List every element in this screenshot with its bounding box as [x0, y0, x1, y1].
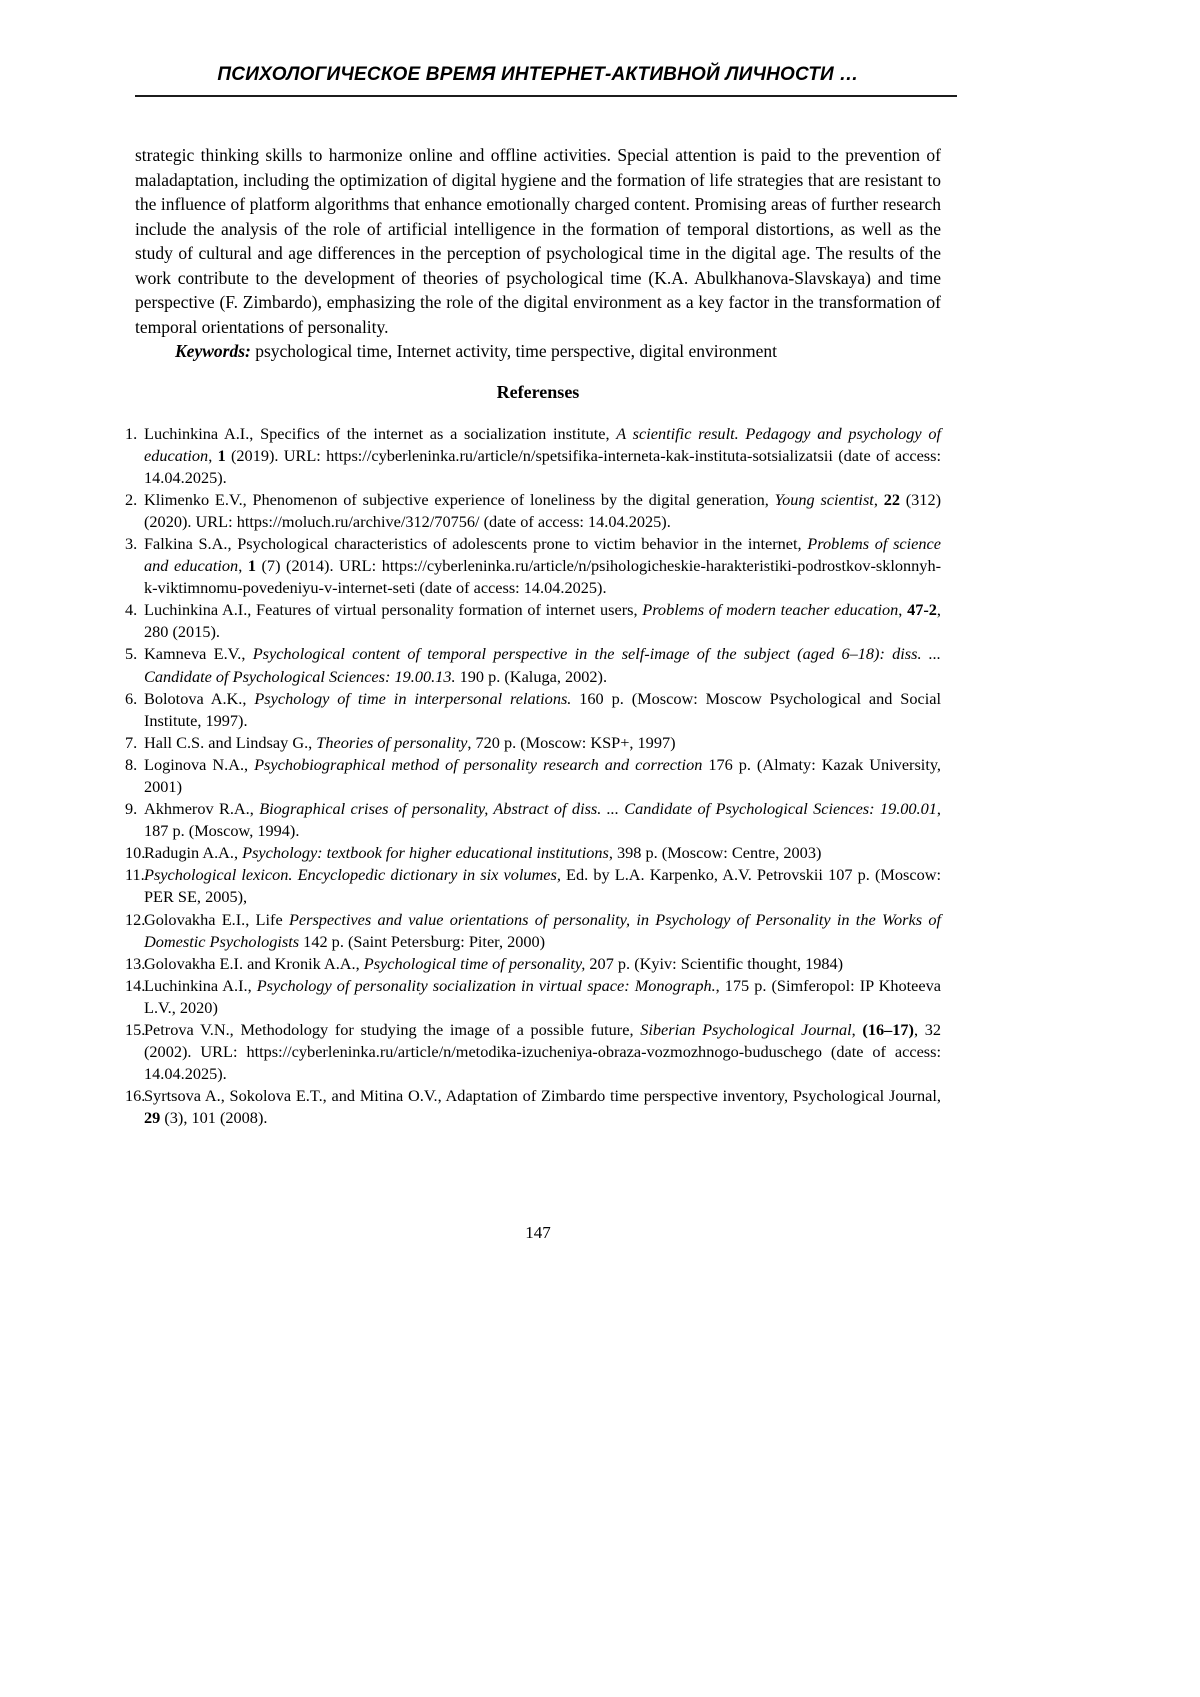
reference-item — [125, 864, 941, 908]
page-footer — [135, 1222, 941, 1244]
reference-text-segment: , 32 (2002). URL: https://cyberleninka.ru/article/n/metodika-izucheniya-obraza-vozmozhnogo-buduschego (date of access: 14.04.2025). — [144, 1020, 942, 1084]
reference-text-segment: Luchinkina A.I., — [144, 975, 257, 995]
reference-text-segment: Psychology of personality socialization in virtual space: Monograph. — [256, 975, 716, 995]
reference-item — [125, 975, 941, 1019]
reference-text-segment: A scientific result. Pedagogy and psychology of education — [144, 423, 941, 465]
reference-number: 8. — [125, 754, 138, 774]
reference-item — [125, 842, 941, 864]
reference-text-segment: Golovakha E.I., Life — [144, 909, 289, 929]
reference-text-segment: Psychology of time in interpersonal relations. — [254, 688, 572, 708]
reference-text-segment: Golovakha E.I. and Kronik A.A., — [144, 953, 364, 973]
reference-number: 3. — [125, 533, 138, 553]
text-column — [125, 0, 942, 1244]
reference-number: 9. — [125, 799, 138, 819]
keywords-paragraph — [135, 339, 941, 364]
reference-text-segment: Theories of personality — [316, 732, 468, 752]
header-divider — [135, 95, 957, 97]
reference-text-segment: Psychology: textbook for higher educational institutions — [242, 843, 609, 863]
reference-text-segment: , 280 (2015). — [144, 600, 941, 642]
reference-item — [125, 754, 941, 798]
reference-text-segment: (312) (2020). URL: https://moluch.ru/archive/312/70756/ (date of access: 14.04.2025). — [144, 489, 942, 531]
reference-item — [125, 798, 941, 842]
keywords-label: Keywords: — [175, 341, 251, 361]
reference-text-segment: Klimenko E.V., Phenomenon of subjective experience of loneliness by the digital generation, — [144, 489, 775, 509]
reference-text-segment: Falkina S.A., Psychological characteristics of adolescents prone to victim behavior in the internet, — [144, 533, 808, 553]
reference-text-segment: Psychological content of temporal perspective in the self-image of the subject (aged 6–18): diss. ... Candidate of Psychological Sciences: 19.00.13. — [144, 644, 941, 686]
reference-text-segment: Perspectives and value orientations of personality, in Psychology of Personality in the Works of Domestic Psychologists — [144, 909, 941, 951]
abstract-paragraph: strategic thinking skills to harmonize online and offline activities. Special attention is paid to the prevention of maladaptation, including the optimization of digital hygiene and the formation of life strategies that are resistant to the influence of platform algorithms that enhance emotionally charged content. Promising areas of further research include the analysis of the role of artificial intelligence in the formation of temporal distortions, as well as the study of cultural and age differences in the perception of psychological time in the digital age. The results of the work contribute to the development of theories of psychological time (K.A. Abulkhanova-Slavskaya) and time perspective (F. Zimbardo), emphasizing the role of the digital environment as a key factor in the transformation of temporal orientations of personality. — [135, 145, 941, 337]
page-header — [135, 0, 941, 97]
reference-item — [125, 599, 941, 643]
reference-text-segment: Ed. by L.A. Karpenko, A.V. Petrovskii 107 p. (Moscow: PER SE, 2005), — [144, 865, 942, 907]
reference-number: 15. — [125, 1020, 146, 1040]
reference-text-segment: Psychological time of personality, — [363, 953, 586, 973]
reference-text-segment: Young scientist — [774, 489, 874, 509]
reference-text-segment: Psychological lexicon. Encyclopedic dictionary in six volumes, — [144, 865, 561, 885]
reference-text-segment: Luchinkina A.I., Specifics of the internet as a socialization institute, — [144, 423, 617, 443]
reference-text-segment: , — [208, 445, 218, 465]
reference-text-segment: Syrtsova A., Sokolova E.T., and Mitina O.V., Adaptation of Zimbardo time perspective inventory, Psychological Journal, — [144, 1086, 941, 1106]
reference-item — [125, 732, 941, 754]
reference-text-segment: 29 — [144, 1108, 161, 1128]
reference-text-segment: 22 — [883, 489, 900, 509]
reference-text-segment: 1 — [217, 445, 226, 465]
reference-text-segment: 176 p. (Almaty: Kazak University, 2001) — [144, 754, 941, 796]
reference-text-segment: Siberian Psychological Journal — [640, 1020, 852, 1040]
reference-text-segment: , 720 p. (Moscow: KSP+, 1997) — [467, 732, 676, 752]
reference-item — [125, 953, 941, 975]
reference-text-segment: , 398 p. (Moscow: Centre, 2003) — [608, 843, 822, 863]
reference-item — [125, 489, 941, 533]
reference-text-segment: Akhmerov R.A., — [144, 799, 260, 819]
reference-text-segment: , — [898, 600, 908, 620]
reference-number: 10. — [125, 843, 146, 863]
running-header-title: ПСИХОЛОГИЧЕСКОЕ ВРЕМЯ ИНТЕРНЕТ-АКТИВНОЙ ЛИЧНОСТИ … — [217, 64, 859, 85]
reference-text-segment: Luchinkina A.I., Features of virtual personality formation of internet users, — [144, 600, 643, 620]
reference-text-segment: 190 p. (Kaluga, 2002). — [455, 666, 608, 686]
reference-text-segment: 207 p. (Kyiv: Scientific thought, 1984) — [585, 953, 844, 973]
page-number: 147 — [525, 1222, 551, 1242]
reference-text-segment: (2019). URL: https://cyberleninka.ru/article/n/spetsifika-interneta-kak-instituta-sotsializatsii (date of access: 14.04.2025). — [144, 445, 942, 487]
reference-text-segment: , 175 p. (Simferopol: IP Khoteeva L.V., 2020) — [144, 975, 942, 1017]
reference-item — [125, 643, 941, 687]
reference-number: 1. — [125, 423, 138, 443]
reference-item — [125, 1085, 941, 1129]
reference-text-segment: , 187 p. (Moscow, 1994). — [144, 799, 941, 841]
reference-text-segment: Hall C.S. and Lindsay G., — [144, 732, 317, 752]
reference-text-segment: Problems of modern teacher education — [642, 600, 899, 620]
keywords-text: psychological time, Internet activity, time perspective, digital environment — [255, 341, 777, 361]
reference-text-segment: 1 — [247, 556, 256, 576]
reference-text-segment: Petrova V.N., Methodology for studying the image of a possible future, — [144, 1020, 641, 1040]
reference-text-segment: Psychobiographical method of personality research and correction — [254, 754, 703, 774]
reference-text-segment: , — [238, 556, 248, 576]
reference-number: 6. — [125, 688, 138, 708]
reference-number: 5. — [125, 644, 138, 664]
reference-number: 16. — [125, 1086, 146, 1106]
references-list — [125, 423, 941, 1130]
reference-text-segment: (3), 101 (2008). — [160, 1108, 268, 1128]
reference-text-segment: (16–17) — [862, 1020, 914, 1040]
reference-text-segment: (7) (2014). URL: https://cyberleninka.ru/article/n/psihologicheskie-harakteristiki-podrostkov-sklonnyh-k-viktimnomu-povedeniyu-v-internet-seti (date of access: 14.04.2025). — [144, 556, 942, 598]
reference-item — [125, 423, 941, 489]
page-body — [125, 143, 942, 1130]
reference-text-segment: Bolotova A.K., — [144, 688, 255, 708]
reference-text-segment: , — [873, 489, 884, 509]
reference-text-segment: 160 p. (Moscow: Moscow Psychological and Social Institute, 1997). — [144, 688, 941, 730]
reference-number: 7. — [125, 732, 138, 752]
reference-item — [125, 909, 941, 953]
reference-number: 2. — [125, 489, 138, 509]
reference-number: 12. — [125, 909, 146, 929]
reference-text-segment: Problems of science and education — [144, 533, 941, 576]
reference-text-segment: Biographical crises of personality, Abstract of diss. ... Candidate of Psychological Sciences: 19.00.01 — [259, 799, 937, 819]
reference-item — [125, 1019, 941, 1085]
reference-text-segment: Kamneva E.V., — [144, 644, 253, 664]
reference-text-segment: 47-2 — [907, 600, 937, 620]
reference-number: 13. — [125, 953, 146, 973]
references-heading: Referenses — [496, 381, 580, 402]
reference-item — [125, 688, 941, 732]
reference-number: 11. — [125, 865, 145, 885]
reference-text-segment: Radugin A.A., — [144, 843, 243, 863]
reference-text-segment: 142 p. (Saint Petersburg: Piter, 2000) — [299, 931, 546, 951]
reference-number: 4. — [125, 600, 138, 620]
reference-text-segment: , — [851, 1020, 863, 1040]
reference-item — [125, 533, 941, 599]
reference-number: 14. — [125, 975, 146, 995]
reference-text-segment: Loginova N.A., — [144, 754, 255, 774]
